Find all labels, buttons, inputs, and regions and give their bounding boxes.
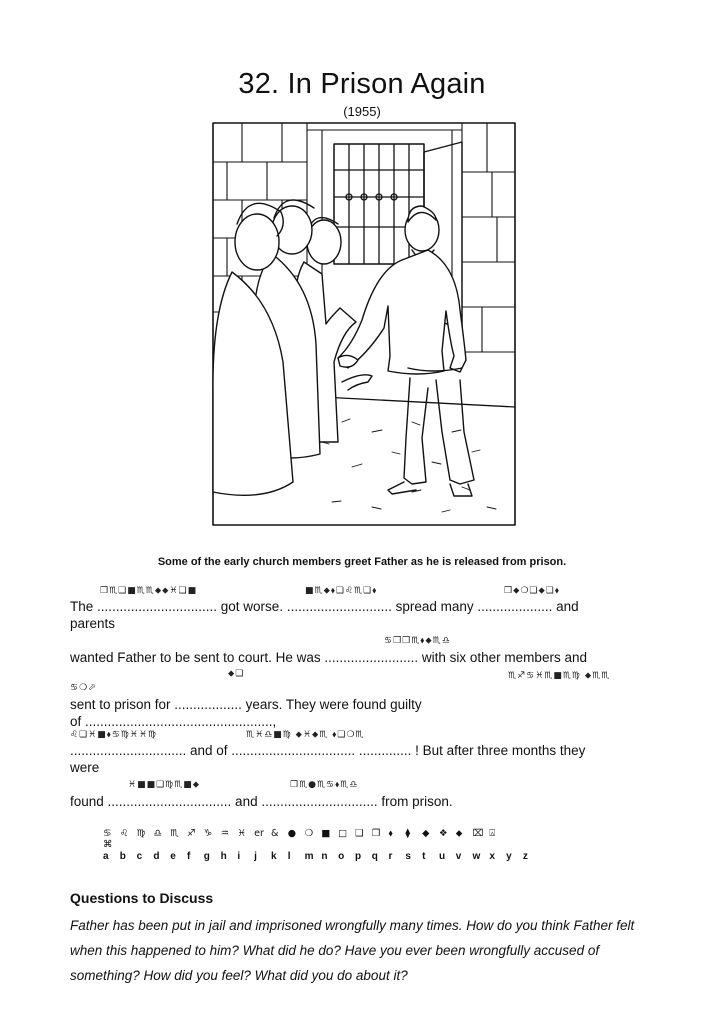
- cipher-clue-2: ■♏⬥⬧❑♌♏❏⬧: [305, 586, 378, 596]
- cipher-key-cell: z: [522, 851, 528, 862]
- cipher-key-cell: x: [489, 851, 495, 862]
- cipher-key-cell: u: [438, 851, 446, 862]
- cipher-key-cell: ⬥: [455, 828, 463, 839]
- cipher-key-cell: r: [388, 851, 393, 862]
- cipher-key-cell: ♓: [237, 828, 246, 839]
- worksheet-line-4: sent to prison for .................. years. They were found guilty: [70, 697, 422, 712]
- cipher-key-symbol-extra: [103, 839, 120, 850]
- cipher-key-cell: a: [103, 851, 109, 862]
- cipher-key-cell: ⬧: [388, 828, 393, 839]
- cipher-key-cell: j: [254, 851, 257, 862]
- cipher-key-cell: ⌧: [472, 828, 484, 839]
- cipher-key-cell: i: [237, 851, 241, 862]
- cipher-key-cell: ❑: [354, 828, 364, 839]
- cipher-clue-10: ♓■■❑♍♏■⬥: [128, 780, 201, 790]
- cipher-clue-9: ♏♓♎■♍ ⬥♓⬥♏ ⬧❑❍♏: [246, 730, 365, 740]
- questions-text: Father has been put in jail and imprisoned wrongfully many times. How do you think Father felt when this happened to him? What did he do? Have you ever been wrongfully accused of something? How did you feel? What did you do about it?: [70, 918, 635, 983]
- cipher-key-cell: p: [354, 851, 362, 862]
- worksheet-line-6: ............................... and of ................................. .............. ! But after three months they: [70, 743, 586, 758]
- cipher-clue-5: ⬥❑: [228, 669, 245, 679]
- cipher-key-cell: ♐: [186, 828, 196, 839]
- cipher-clue-7: ♏♐♋♓♏■♏♍ ⬥♏♏: [508, 671, 611, 681]
- cipher-key-cell: e: [170, 851, 176, 862]
- cipher-key-cell: ●: [287, 828, 297, 839]
- worksheet-line-7: were: [70, 760, 100, 775]
- cipher-key-cell: g: [203, 851, 210, 862]
- cipher-key-cell: t: [422, 851, 426, 862]
- cipher-key-cell: f: [186, 851, 191, 862]
- cipher-key-cell: ♌: [119, 828, 129, 839]
- cipher-clue-4: ♋❒❒♏⬧⬥♏♎: [384, 636, 451, 646]
- cipher-key-cell: c: [136, 851, 143, 862]
- cipher-key-symbols: [103, 828, 506, 839]
- cipher-key-cell: ❖: [438, 828, 448, 839]
- cipher-key-cell: h: [220, 851, 227, 862]
- cipher-key-cell: l: [287, 851, 291, 862]
- cipher-key-cell: ❒: [371, 828, 381, 839]
- cipher-key-cell: w: [472, 851, 481, 862]
- cipher-key-cell: ⌘: [103, 839, 113, 850]
- cipher-key-cell: ⧫: [405, 828, 411, 839]
- cipher-key-cell: ◆: [422, 828, 430, 839]
- cipher-key-cell: b: [119, 851, 126, 862]
- worksheet-line-2: parents: [70, 616, 116, 631]
- worksheet-line-5: of ..................................................,: [70, 714, 277, 729]
- cipher-key-cell: ❍: [304, 828, 314, 839]
- cipher-key-cell: v: [455, 851, 462, 862]
- cipher-clue-8: ♌❏♓■⬧♋♍♓♓♍: [70, 730, 158, 740]
- page-title: 32. In Prison Again: [238, 68, 486, 100]
- cipher-key-cell: er: [254, 828, 264, 839]
- cipher-key-cell: ♑: [203, 828, 213, 839]
- cipher-key-cell: □: [338, 828, 348, 839]
- cipher-key-cell: y: [506, 851, 512, 862]
- cipher-key-cell: s: [405, 851, 411, 862]
- cipher-key-cell: &: [270, 828, 279, 839]
- cipher-key-cell: q: [371, 851, 378, 862]
- worksheet-line-3: wanted Father to be sent to court. He was ......................... with six other members and: [70, 650, 587, 665]
- cipher-key-cell: ■: [321, 828, 331, 839]
- worksheet-line-8: found ................................. and ............................... from prison.: [70, 794, 453, 809]
- page-year: (1955): [343, 104, 381, 119]
- cipher-clue-11: ❒♏●♏♋⬧♏♎: [290, 780, 359, 790]
- cipher-key-cell: n: [321, 851, 328, 862]
- cipher-clue-6: ♋❍⬀: [70, 683, 97, 693]
- cipher-key-cell: k: [270, 851, 277, 862]
- cipher-key-cell: ♎: [153, 828, 162, 839]
- cipher-key-cell: ♏: [170, 828, 179, 839]
- prison-release-illustration: [212, 122, 516, 526]
- cipher-key-cell: ♋: [103, 828, 112, 839]
- cipher-key-letters: [103, 851, 540, 862]
- cipher-key-cell: m: [304, 851, 314, 862]
- cipher-key-cell: ♒: [220, 828, 230, 839]
- worksheet-line-1: The ................................ got worse. ............................ spread many .................... and: [70, 599, 579, 614]
- cipher-key-cell: d: [153, 851, 160, 862]
- cipher-clue-1: ❒♏❑■♏♏⬥⬥♓❑■: [100, 586, 198, 596]
- cipher-key-cell: ⍓: [489, 828, 496, 839]
- questions-heading: Questions to Discuss: [70, 890, 214, 906]
- cipher-clue-3: ❒⬥❍❑⬥❏⬧: [504, 586, 560, 596]
- cipher-key-cell: ♍: [136, 828, 146, 839]
- cipher-key-cell: o: [338, 851, 345, 862]
- illustration-caption: Some of the early church members greet Father as he is released from prison.: [157, 556, 567, 568]
